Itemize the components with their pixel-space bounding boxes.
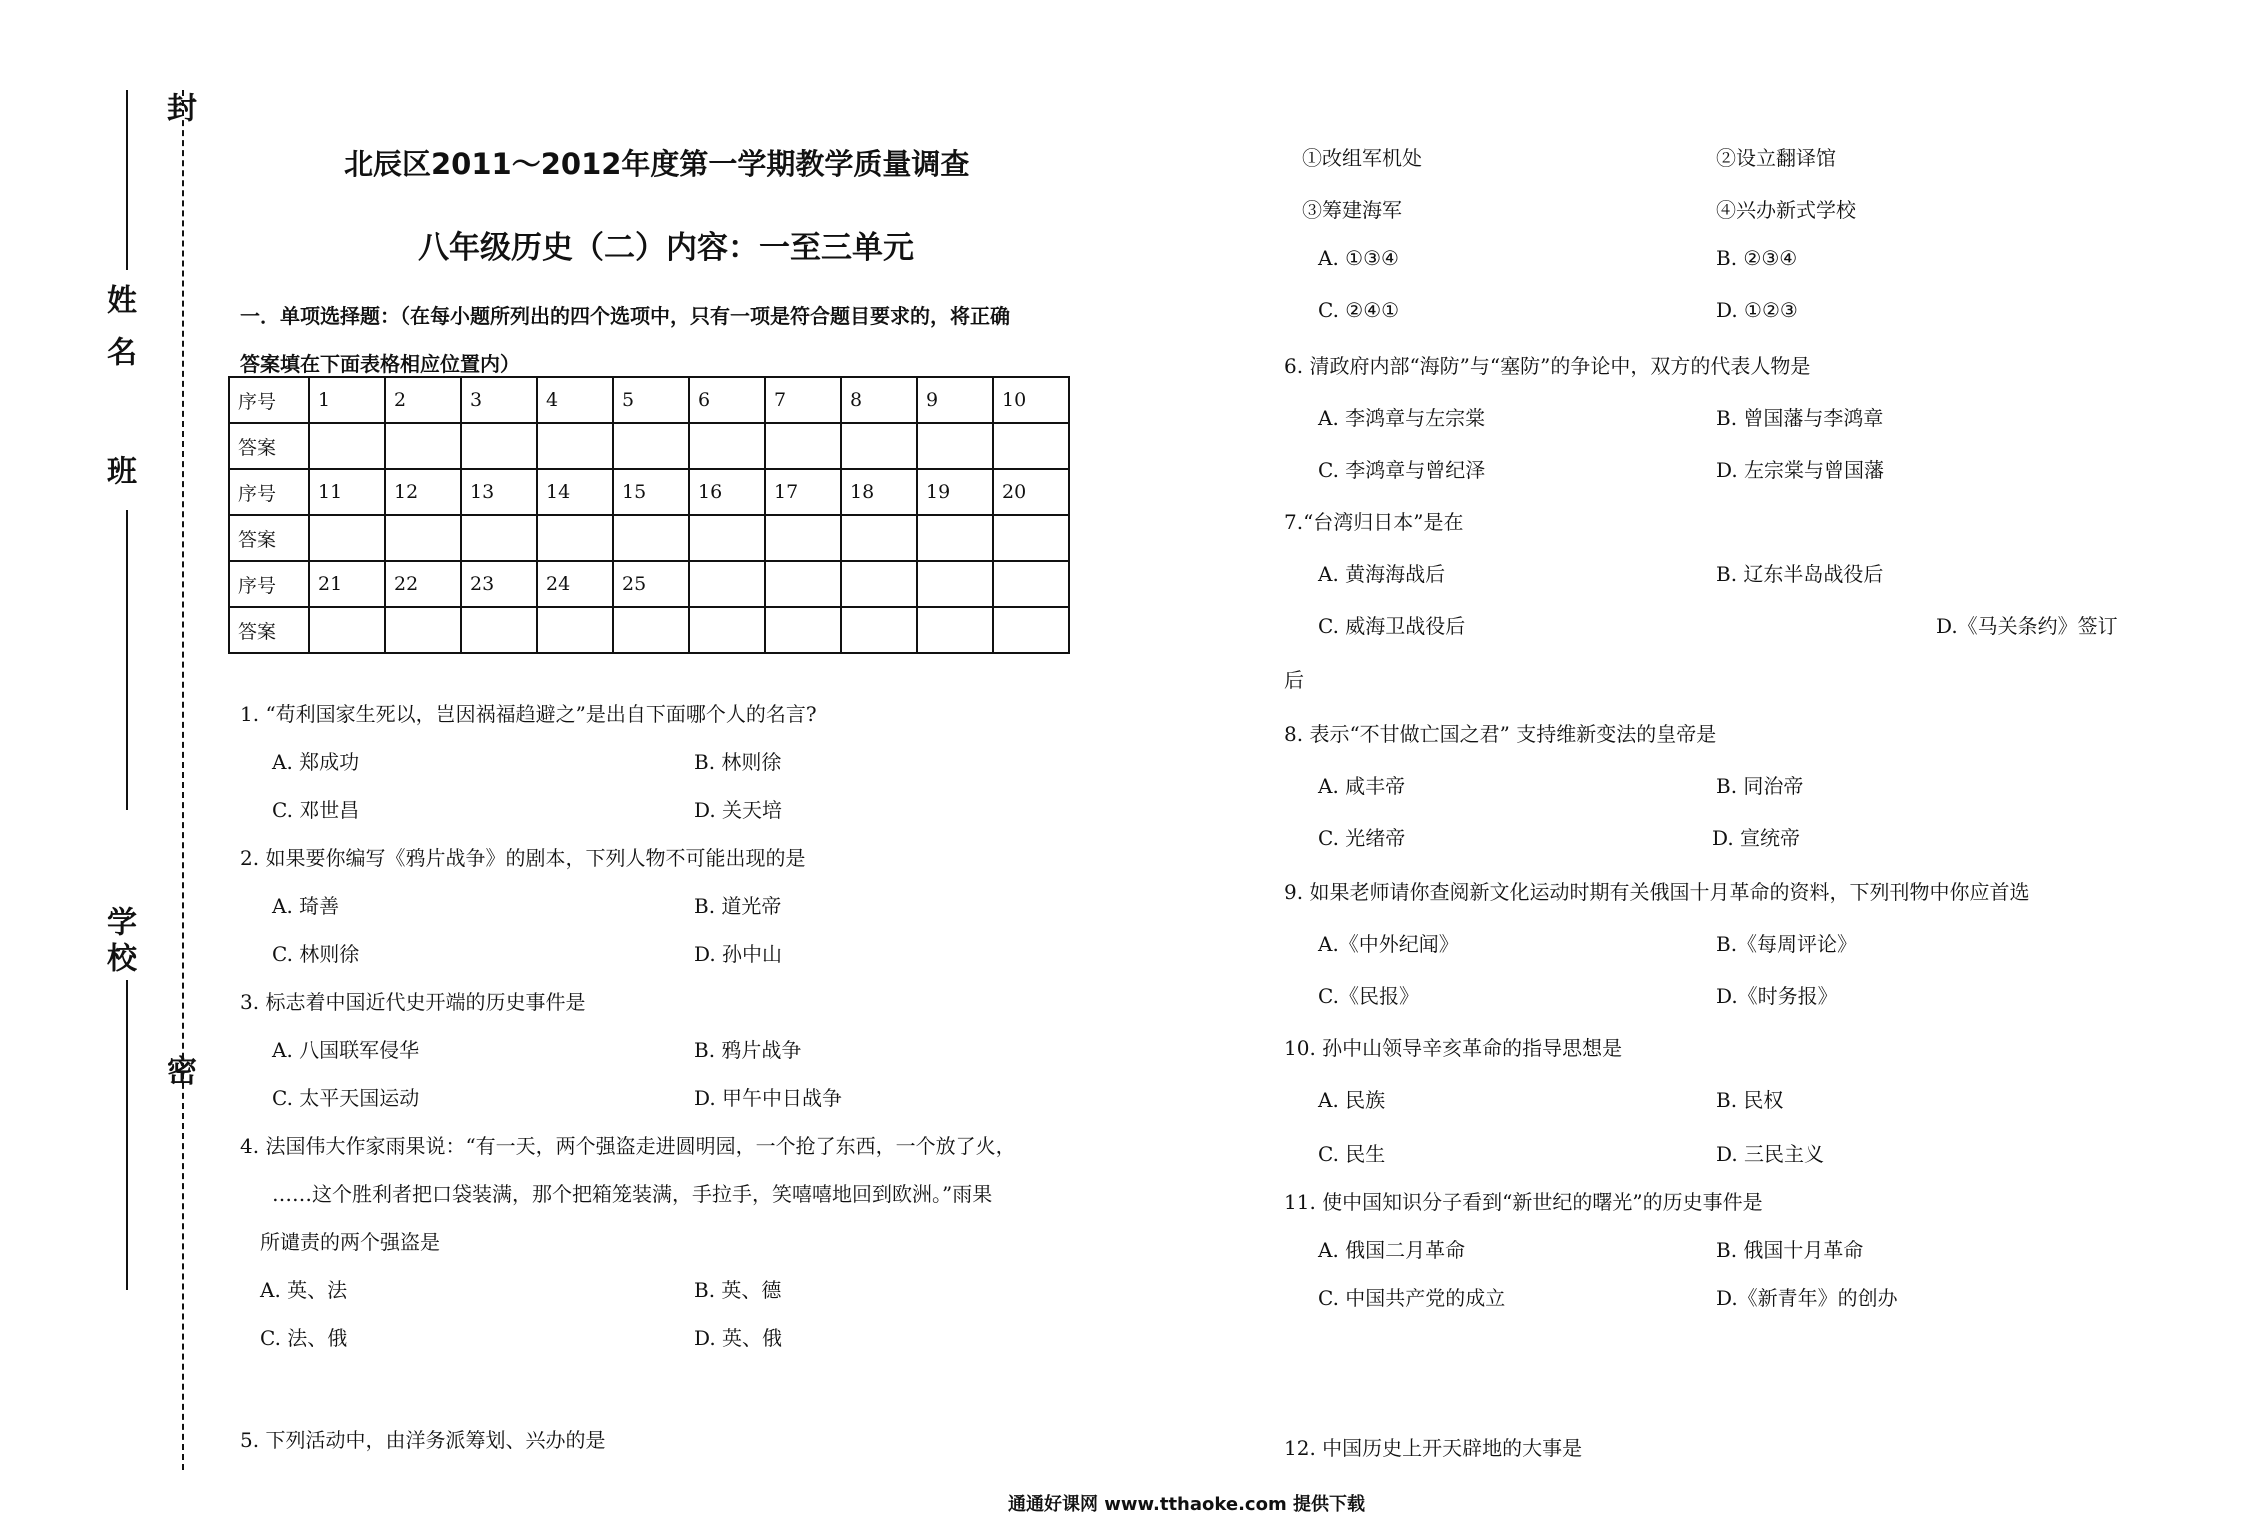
q7-option-d: D.《马关条约》签订 — [1936, 614, 2118, 638]
q1-option-a: A. 郑成功 — [272, 750, 360, 774]
seal-char-top: 封 — [161, 92, 196, 122]
answer-table-cell[interactable] — [613, 423, 689, 469]
answer-table-cell[interactable] — [841, 515, 917, 561]
answer-table-cell: 6 — [689, 377, 765, 423]
q5-option-d: D. ①②③ — [1716, 298, 1798, 322]
answer-table-cell: 25 — [613, 561, 689, 607]
answer-table-cell — [993, 561, 1069, 607]
class-blank-line — [126, 510, 128, 810]
q5-item-1: ①改组军机处 — [1302, 146, 1422, 170]
answer-table-cell[interactable] — [993, 423, 1069, 469]
answer-table-cell[interactable] — [765, 423, 841, 469]
footer-source: 通通好课网 www.tthaoke.com 提供下载 — [1008, 1494, 1365, 1515]
q7-option-c: C. 威海卫战役后 — [1318, 614, 1466, 638]
q4-option-a: A. 英、法 — [260, 1278, 348, 1302]
q11-option-b: B. 俄国十月革命 — [1716, 1238, 1864, 1262]
answer-table-cell: 8 — [841, 377, 917, 423]
answer-table-cell: 18 — [841, 469, 917, 515]
answer-table-cell[interactable] — [461, 423, 537, 469]
q5-option-b: B. ②③④ — [1716, 246, 1798, 270]
q5-stem: 5. 下列活动中，由洋务派筹划、兴办的是 — [240, 1428, 606, 1452]
answer-table-cell[interactable] — [917, 607, 993, 653]
q3-option-d: D. 甲午中日战争 — [694, 1086, 843, 1110]
q5-item-3: ③筹建海军 — [1302, 198, 1402, 222]
answer-table-cell — [841, 561, 917, 607]
seal-char-bottom: 密 — [161, 1055, 196, 1085]
q2-option-a: A. 琦善 — [272, 894, 340, 918]
q10-option-d: D. 三民主义 — [1716, 1142, 1825, 1166]
answer-table-cell[interactable] — [993, 607, 1069, 653]
name-blank-line — [126, 90, 128, 270]
answer-table-cell[interactable] — [309, 423, 385, 469]
q7-option-a: A. 黄海海战后 — [1318, 562, 1446, 586]
answer-table-cell: 13 — [461, 469, 537, 515]
answer-table-row-header: 序号 — [229, 469, 309, 515]
q4-option-c: C. 法、俄 — [260, 1326, 348, 1350]
q10-option-b: B. 民权 — [1716, 1088, 1784, 1112]
answer-table-cell: 24 — [537, 561, 613, 607]
q8-option-c: C. 光绪帝 — [1318, 826, 1406, 850]
q7-option-d-continued: 后 — [1284, 668, 1304, 692]
q6-stem: 6. 清政府内部“海防”与“塞防”的争论中，双方的代表人物是 — [1284, 354, 1811, 378]
q7-option-b: B. 辽东半岛战役后 — [1716, 562, 1884, 586]
seal-dashed-line — [182, 90, 184, 1470]
class-label: 班 — [101, 455, 136, 485]
q8-option-b: B. 同治帝 — [1716, 774, 1804, 798]
answer-table — [228, 376, 1070, 654]
answer-table-cell[interactable] — [537, 515, 613, 561]
answer-table-cell: 10 — [993, 377, 1069, 423]
answer-table-row-header: 答案 — [229, 607, 309, 653]
answer-table-cell: 3 — [461, 377, 537, 423]
answer-table-row — [229, 561, 1069, 607]
answer-table-row — [229, 515, 1069, 561]
q5-option-c: C. ②④① — [1318, 298, 1400, 322]
answer-table-row — [229, 469, 1069, 515]
answer-table-row-header: 答案 — [229, 515, 309, 561]
answer-table-cell: 1 — [309, 377, 385, 423]
answer-table-cell: 7 — [765, 377, 841, 423]
q5-item-2: ②设立翻译馆 — [1716, 146, 1836, 170]
answer-table-cell: 16 — [689, 469, 765, 515]
answer-table-cell[interactable] — [309, 515, 385, 561]
answer-table-cell: 14 — [537, 469, 613, 515]
q6-option-c: C. 李鸿章与曾纪泽 — [1318, 458, 1486, 482]
q2-option-c: C. 林则徐 — [272, 942, 360, 966]
q11-stem: 11. 使中国知识分子看到“新世纪的曙光”的历史事件是 — [1284, 1190, 1763, 1214]
name-label: 姓名 — [101, 284, 136, 388]
answer-table-cell: 15 — [613, 469, 689, 515]
q11-option-a: A. 俄国二月革命 — [1318, 1238, 1466, 1262]
q2-option-d: D. 孙中山 — [694, 942, 783, 966]
q6-option-d: D. 左宗棠与曾国藩 — [1716, 458, 1885, 482]
answer-table-cell: 2 — [385, 377, 461, 423]
answer-table-cell: 12 — [385, 469, 461, 515]
answer-table-cell[interactable] — [917, 515, 993, 561]
answer-table-cell[interactable] — [689, 423, 765, 469]
q4-option-b: B. 英、德 — [694, 1278, 782, 1302]
q10-option-a: A. 民族 — [1318, 1088, 1386, 1112]
answer-table-cell[interactable] — [993, 515, 1069, 561]
q4-stem-line2: ……这个胜利者把口袋装满，那个把箱笼装满，手拉手，笑嘻嘻地回到欧洲。”雨果 — [272, 1182, 993, 1206]
answer-table-cell[interactable] — [765, 515, 841, 561]
answer-table-cell: 9 — [917, 377, 993, 423]
answer-table-row-header: 答案 — [229, 423, 309, 469]
q2-option-b: B. 道光帝 — [694, 894, 782, 918]
q3-option-a: A. 八国联军侵华 — [272, 1038, 420, 1062]
q9-option-b: B.《每周评论》 — [1716, 932, 1858, 956]
q10-option-c: C. 民生 — [1318, 1142, 1386, 1166]
answer-table-cell: 19 — [917, 469, 993, 515]
answer-table-cell[interactable] — [841, 423, 917, 469]
q1-option-d: D. 关天培 — [694, 798, 783, 822]
answer-table-cell[interactable] — [461, 515, 537, 561]
answer-table-cell: 22 — [385, 561, 461, 607]
q2-stem: 2. 如果要你编写《鸦片战争》的剧本，下列人物不可能出现的是 — [240, 846, 806, 870]
answer-table-row — [229, 377, 1069, 423]
answer-table-cell[interactable] — [917, 423, 993, 469]
school-blank-line — [126, 980, 128, 1290]
answer-table-cell — [765, 561, 841, 607]
answer-table-cell: 11 — [309, 469, 385, 515]
answer-table-cell[interactable] — [309, 607, 385, 653]
answer-table-row — [229, 423, 1069, 469]
q5-item-4: ④兴办新式学校 — [1716, 198, 1856, 222]
answer-table-cell[interactable] — [537, 607, 613, 653]
school-label: 学校 — [101, 906, 136, 978]
answer-table-cell[interactable] — [385, 423, 461, 469]
q9-stem: 9. 如果老师请你查阅新文化运动时期有关俄国十月革命的资料，下列刊物中你应首选 — [1284, 880, 2030, 904]
q4-stem-line1: 4. 法国伟大作家雨果说：“有一天，两个强盗走进圆明园，一个抢了东西，一个放了火， — [240, 1134, 1016, 1158]
q11-option-c: C. 中国共产党的成立 — [1318, 1286, 1506, 1310]
q1-option-b: B. 林则徐 — [694, 750, 782, 774]
answer-table-cell: 5 — [613, 377, 689, 423]
q3-stem: 3. 标志着中国近代史开端的历史事件是 — [240, 990, 586, 1014]
q3-option-b: B. 鸦片战争 — [694, 1038, 802, 1062]
q8-option-a: A. 咸丰帝 — [1318, 774, 1406, 798]
answer-table-cell[interactable] — [613, 607, 689, 653]
q5-option-a: A. ①③④ — [1318, 246, 1399, 270]
answer-table-cell: 17 — [765, 469, 841, 515]
q12-stem: 12. 中国历史上开天辟地的大事是 — [1284, 1436, 1583, 1460]
answer-table-cell[interactable] — [461, 607, 537, 653]
answer-table-cell — [917, 561, 993, 607]
answer-table-cell: 4 — [537, 377, 613, 423]
q6-option-b: B. 曾国藩与李鸿章 — [1716, 406, 1884, 430]
q7-stem: 7.“台湾归日本”是在 — [1284, 510, 1464, 534]
q9-option-d: D.《时务报》 — [1716, 984, 1838, 1008]
answer-table-cell[interactable] — [689, 515, 765, 561]
answer-table-cell[interactable] — [385, 607, 461, 653]
q9-option-a: A.《中外纪闻》 — [1318, 932, 1459, 956]
q8-option-d: D. 宣统帝 — [1712, 826, 1801, 850]
answer-table-cell[interactable] — [613, 515, 689, 561]
q4-stem-line3: 所谴责的两个强盗是 — [260, 1230, 440, 1254]
answer-table-cell[interactable] — [537, 423, 613, 469]
q4-option-d: D. 英、俄 — [694, 1326, 783, 1350]
answer-table-cell — [689, 561, 765, 607]
q3-option-c: C. 太平天国运动 — [272, 1086, 420, 1110]
answer-table-row — [229, 607, 1069, 653]
q1-stem: 1. “苟利国家生死以，岂因祸福趋避之”是出自下面哪个人的名言? — [240, 702, 817, 726]
q1-option-c: C. 邓世昌 — [272, 798, 360, 822]
answer-table-row-header: 序号 — [229, 377, 309, 423]
answer-table-cell: 21 — [309, 561, 385, 607]
answer-table-cell[interactable] — [841, 607, 917, 653]
section-heading-line2: 答案填在下面表格相应位置内） — [240, 352, 520, 376]
section-heading-line1: 一．单项选择题：（在每小题所列出的四个选项中，只有一项是符合题目要求的，将正确 — [240, 304, 1010, 328]
q9-option-c: C.《民报》 — [1318, 984, 1419, 1008]
answer-table-cell: 20 — [993, 469, 1069, 515]
page-title: 北辰区2011～2012年度第一学期教学质量调查 — [344, 147, 970, 181]
q6-option-a: A. 李鸿章与左宗棠 — [1318, 406, 1486, 430]
answer-table-cell[interactable] — [385, 515, 461, 561]
answer-table-cell: 23 — [461, 561, 537, 607]
q11-option-d: D.《新青年》的创办 — [1716, 1286, 1898, 1310]
answer-table-cell[interactable] — [689, 607, 765, 653]
answer-table-row-header: 序号 — [229, 561, 309, 607]
answer-table-cell[interactable] — [765, 607, 841, 653]
page-subtitle: 八年级历史（二）内容：一至三单元 — [418, 230, 914, 266]
q8-stem: 8. 表示“不甘做亡国之君” 支持维新变法的皇帝是 — [1284, 722, 1717, 746]
q10-stem: 10. 孙中山领导辛亥革命的指导思想是 — [1284, 1036, 1623, 1060]
